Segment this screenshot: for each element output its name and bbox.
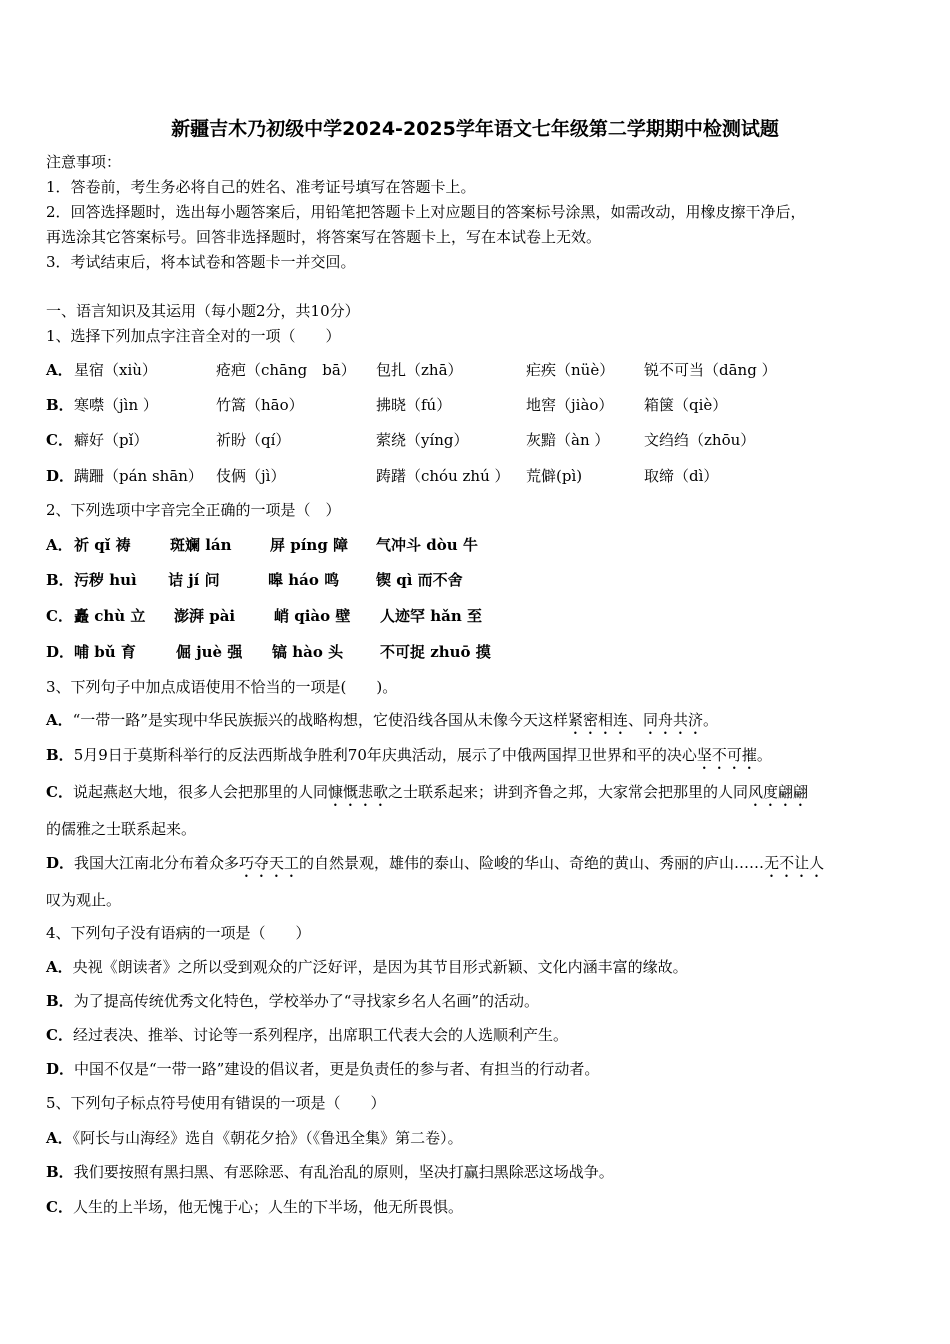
option-item: 不可捉 zhuō 摸 [380,643,491,661]
page-title: 新疆吉木乃初级中学2024-2025学年语文七年级第二学期期中检测试题 [171,118,779,140]
option-text: “一带一路”是实现中华民族振兴的战略构想，它使沿线各国从未像今天这样 [72,711,568,729]
question-5-stem: 5、下列句子标点符号使用有错误的一项是（ ） [46,1094,386,1112]
option-text: 我国大江南北分布着众多 [74,854,240,872]
option-text: 。 [703,711,719,729]
option-label: B． [46,1163,74,1181]
option-item: 锲 qì 而不舍 [376,571,463,589]
option-item: 疮疤（chāng bā） [216,361,356,379]
option-label: A． [46,711,73,729]
option-text: 说起燕赵大地，很多人会把那里的人同 [72,783,328,801]
notice-heading: 注意事项： [46,153,122,171]
idiom-dotted: 同舟共济 [643,711,704,729]
idiom-dotted: 巧夺天工 [239,854,300,872]
option-label: C． [46,607,73,625]
option-text: 。 [756,746,772,764]
q4-option-a[interactable] [46,957,688,977]
option-label: D． [46,643,75,661]
notice-item: 再选涂其它答案标号。回答非选择题时，将答案写在答题卡上，写在本试卷上无效。 [46,228,602,246]
option-text: 央视《朗读者》之所以受到观众的广泛好评，是因为其节目形式新颖、文化内涵丰富的缘故。 [72,958,688,976]
option-item: 文绉绉（zhōu） [644,431,756,449]
option-item: 蹒跚（pán shān） [74,467,203,485]
option-item: 嗥 háo 鸣 [268,571,340,589]
section-heading: 一、语言知识及其运用（每小题2分，共10分） [46,302,360,320]
option-label: D． [46,1060,75,1078]
option-item: 屏 píng 障 [270,536,349,554]
option-item: 荒僻(pì) [526,467,583,485]
option-text: 之士联系起来；讲到齐鲁之邦，大家常会把那里的人同 [387,783,748,801]
option-item: 灰黯（àn ） [526,431,610,449]
option-item: 斑斓 lán [170,536,232,554]
option-label: B． [46,571,74,589]
option-label: C． [46,783,73,801]
option-item: 矗 chù 立 [74,607,146,625]
option-item: 癖好（pǐ） [74,431,149,449]
option-item: 地窖（jiào） [526,396,614,414]
option-item: 星宿（xiù） [74,361,157,379]
option-label: A． [46,536,73,554]
option-item: 包扎（zhā） [376,361,463,379]
option-item: 镐 hào 头 [272,643,344,661]
q3-option-c[interactable] [46,782,808,810]
q3-option-d-cont: 叹为观止。 [46,891,122,909]
option-label: C． [46,1026,73,1044]
option-item: 伎俩（jì） [216,467,286,485]
option-item: 寒噤（jìn ） [74,396,158,414]
option-text: 经过表决、推举、讨论等一系列程序，出席职工代表大会的人选顺利产生。 [72,1026,568,1044]
option-label: C． [46,431,73,449]
option-text: 我们要按照有黑扫黑、有恶除恶、有乱治乱的原则，坚决打赢扫黑除恶这场战争。 [73,1163,614,1181]
option-text: 中国不仅是“一带一路”建设的倡议者，更是负责任的参与者、有担当的行动者。 [74,1060,600,1078]
option-item: 竹篙（hāo） [216,396,304,414]
option-label: A． [46,361,73,379]
q5-option-a[interactable] [46,1128,463,1148]
q3-option-d[interactable] [46,853,824,881]
option-label: A． [46,958,73,976]
option-text: 《阿长与山海经》选自《朝花夕拾》（《鲁迅全集》第二卷）。 [72,1129,463,1147]
option-item: 诘 jí 问 [168,571,220,589]
option-label: D． [46,854,75,872]
option-text: 、 [628,711,644,729]
question-1-stem: 1、选择下列加点字注音全对的一项（ ） [46,327,341,345]
question-3-stem: 3、下列句子中加点成语使用不恰当的一项是( )。 [46,678,398,696]
option-item: 箱箧（qiè） [644,396,728,414]
question-2-stem: 2、下列选项中字音完全正确的一项是（ ） [46,501,341,519]
q4-option-d[interactable] [46,1059,599,1079]
q3-option-c-cont: 的儒雅之士联系起来。 [46,820,197,838]
option-label: B． [46,992,74,1010]
q5-option-c[interactable] [46,1197,463,1217]
option-item: 哺 bǔ 育 [74,643,136,661]
idiom-dotted: 坚不可摧 [696,746,757,764]
option-item: 祈 qǐ 祷 [74,536,131,554]
option-item: 踌躇（chóu zhú ） [376,467,510,485]
option-item: 祈盼（qí） [216,431,291,449]
option-item: 人迹罕 hǎn 至 [380,607,482,625]
option-item: 峭 qiào 壁 [274,607,351,625]
option-item: 拂晓（fú） [376,396,452,414]
option-item: 取缔（dì） [644,467,719,485]
option-text: 的自然景观，雄伟的泰山、险峻的华山、奇绝的黄山、秀丽的庐山…… [299,854,765,872]
idiom-dotted: 无不让人 [764,854,825,872]
notice-item: 2．回答选择题时，选出每小题答案后，用铅笔把答题卡上对应题目的答案标号涂黑，如需改动，用橡皮擦干净后， [46,203,806,221]
option-text: 为了提高传统优秀文化特色，学校举办了“寻找家乡名人名画”的活动。 [73,992,540,1010]
notice-item: 1．答卷前，考生务必将自己的姓名、准考证号填写在答题卡上。 [46,178,476,196]
option-item: 澎湃 pài [174,607,236,625]
q4-option-b[interactable] [46,991,539,1011]
option-item: 污秽 huì [74,571,137,589]
idiom-dotted: 风度翩翩 [748,783,809,801]
idiom-dotted: 紧密相连 [567,711,628,729]
option-label: B． [46,396,74,414]
notice-item: 3．考试结束后，将本试卷和答题卡一并交回。 [46,253,356,271]
idiom-dotted: 慷慨悲歌 [327,783,388,801]
option-item: 倔 juè 强 [176,643,243,661]
option-item: 疟疾（nüè） [526,361,615,379]
option-label: B． [46,746,74,764]
option-item: 锐不可当（dāng ） [644,361,777,379]
option-item: 萦绕（yíng） [376,431,469,449]
question-4-stem: 4、下列句子没有语病的一项是（ ） [46,924,311,942]
option-text: 5月9日于莫斯科举行的反法西斯战争胜利70年庆典活动，展示了中俄两国捍卫世界和平的决心 [73,746,697,764]
option-item: 气冲斗 dòu 牛 [376,536,478,554]
q5-option-b[interactable] [46,1162,614,1182]
option-label: A． [46,1129,73,1147]
q3-option-a[interactable] [46,710,718,738]
q4-option-c[interactable] [46,1025,568,1045]
q3-option-b[interactable] [46,745,772,773]
option-label: C． [46,1198,73,1216]
option-text: 人生的上半场，他无愧于心；人生的下半场，他无所畏惧。 [72,1198,463,1216]
option-label: D． [46,467,75,485]
